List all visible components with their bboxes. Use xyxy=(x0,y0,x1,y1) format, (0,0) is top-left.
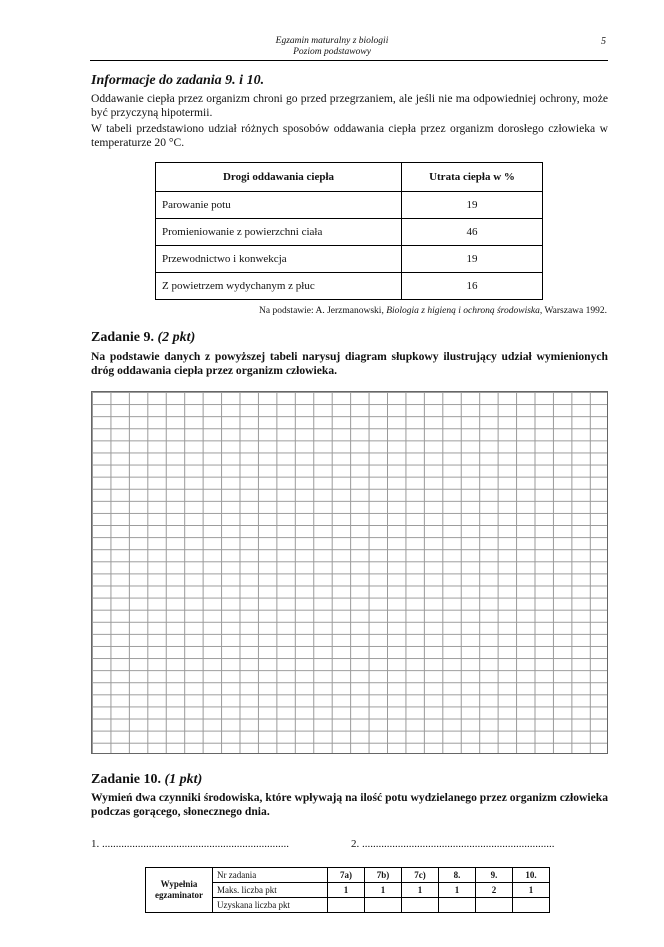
max-points-cell: 1 xyxy=(328,883,365,898)
info-paragraph-2: W tabeli przedstawiono udział różnych sposobów oddawania ciepła przez organizm dorosłego człowieka w temperaturze 20 °C. xyxy=(91,122,608,149)
obtained-points-cell[interactable] xyxy=(365,898,402,913)
task10-heading xyxy=(91,772,202,788)
info-title: Informacje do zadania 9. i 10. xyxy=(91,73,265,88)
table-row xyxy=(156,246,543,273)
examiner-score-table xyxy=(145,867,550,913)
obtained-points-cell[interactable] xyxy=(513,898,550,913)
header-divider xyxy=(90,60,608,61)
info-paragraph-1: Oddawanie ciepła przez organizm chroni go przed przegrzaniem, ale jeśli nie ma odpowiedniej ochrony, może być przyczyną hipotermii. xyxy=(91,92,608,119)
task9-points: (2 pkt) xyxy=(157,330,196,345)
table-cell-loss: 19 xyxy=(402,246,543,273)
task9-heading xyxy=(91,330,195,346)
max-points-cell: 2 xyxy=(476,883,513,898)
task-number-cell: 10. xyxy=(513,868,550,883)
table-row xyxy=(156,219,543,246)
max-points-cell: 1 xyxy=(402,883,439,898)
source-citation xyxy=(259,306,607,316)
table-cell-loss: 16 xyxy=(402,273,543,300)
task10-title: Zadanie 10. xyxy=(91,772,162,787)
obtained-points-cell[interactable] xyxy=(476,898,513,913)
max-points-cell: 1 xyxy=(365,883,402,898)
task10-points: (1 pkt) xyxy=(164,772,203,787)
examiner-label: Wypełnia egzaminator xyxy=(146,868,213,913)
task-number-cell: 9. xyxy=(476,868,513,883)
heat-loss-table xyxy=(155,162,543,300)
task10-instruction: Wymień dwa czynniki środowiska, które wpływają na ilość potu wydzielanego przez organizm człowieka podczas gorącego, słonecznego dnia. xyxy=(91,791,608,818)
source-book-title: Biologia z higieną i ochroną środowiska xyxy=(386,306,540,316)
table-cell-way: Z powietrzem wydychanym z płuc xyxy=(156,273,402,300)
row-label-task-number: Nr zadania xyxy=(213,868,328,883)
answer-line-2[interactable]: 2. ...................................................................... xyxy=(351,838,555,850)
table-cell-way: Przewodnictwo i konwekcja xyxy=(156,246,402,273)
table-row xyxy=(156,273,543,300)
task-number-cell: 7c) xyxy=(402,868,439,883)
task-number-cell: 8. xyxy=(439,868,476,883)
score-row-task-numbers xyxy=(146,868,550,883)
task9-title: Zadanie 9. xyxy=(91,330,155,345)
drawing-grid[interactable] xyxy=(91,391,608,754)
column-header-loss: Utrata ciepła w % xyxy=(402,163,543,192)
table-cell-loss: 19 xyxy=(402,192,543,219)
task-number-cell: 7a) xyxy=(328,868,365,883)
table-cell-way: Parowanie potu xyxy=(156,192,402,219)
source-prefix: Na podstawie: A. Jerzmanowski, xyxy=(259,306,387,316)
max-points-cell: 1 xyxy=(513,883,550,898)
header-exam-title: Egzamin maturalny z biologii xyxy=(275,36,389,46)
task9-instruction: Na podstawie danych z powyższej tabeli narysuj diagram słupkowy ilustrujący udział wymienionych dróg oddawania ciepła przez organizm człowieka. xyxy=(91,350,608,377)
page-number: 5 xyxy=(601,36,606,47)
row-label-max-points: Maks. liczba pkt xyxy=(213,883,328,898)
answer-line-1[interactable]: 1. .................................................................... xyxy=(91,838,289,850)
table-cell-way: Promieniowanie z powierzchni ciała xyxy=(156,219,402,246)
table-header-row xyxy=(156,163,543,192)
obtained-points-cell[interactable] xyxy=(439,898,476,913)
column-header-way: Drogi oddawania ciepła xyxy=(156,163,402,192)
row-label-obtained-points: Uzyskana liczba pkt xyxy=(213,898,328,913)
table-cell-loss: 46 xyxy=(402,219,543,246)
source-suffix: , Warszawa 1992. xyxy=(539,306,607,316)
obtained-points-cell[interactable] xyxy=(328,898,365,913)
task-number-cell: 7b) xyxy=(365,868,402,883)
table-row xyxy=(156,192,543,219)
obtained-points-cell[interactable] xyxy=(402,898,439,913)
max-points-cell: 1 xyxy=(439,883,476,898)
header-level: Poziom podstawowy xyxy=(293,47,371,57)
